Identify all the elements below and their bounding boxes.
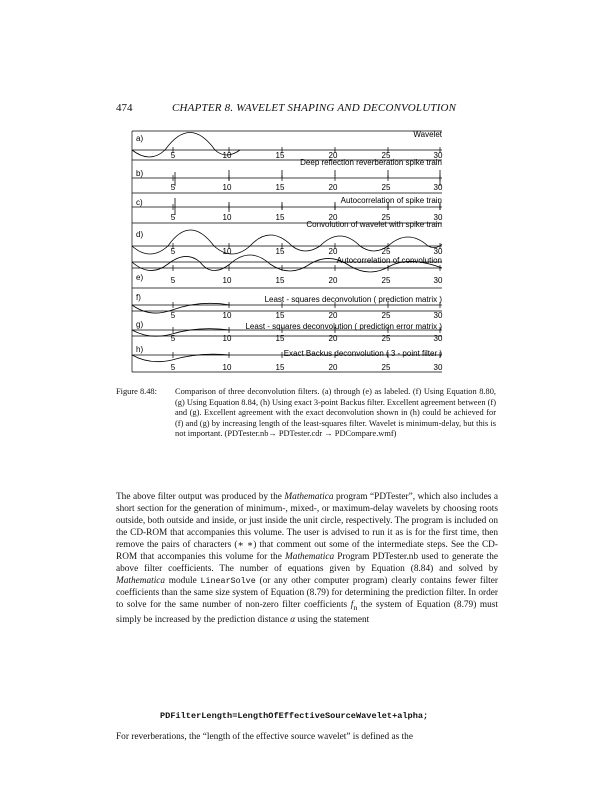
tick-label: 15 (275, 213, 285, 222)
trace-d-convolution (132, 230, 442, 254)
panel-title: Convolution of wavelet with spike train (306, 220, 442, 229)
tick-label: 15 (275, 363, 285, 372)
chapter-header: CHAPTER 8. WAVELET SHAPING AND DECONVOLUTION (172, 102, 457, 114)
tick-label: 5 (170, 213, 176, 222)
tick-label: 25 (381, 247, 391, 256)
panel-title: Wavelet (413, 130, 442, 139)
tick-label: 25 (381, 213, 391, 222)
tick-label: 20 (328, 363, 338, 372)
tick-label: 25 (381, 276, 391, 285)
tick-label: 5 (170, 151, 176, 160)
tick-label: 25 (381, 183, 391, 192)
tick-label: 20 (328, 276, 338, 285)
tick-label: 15 (275, 151, 285, 160)
tick-label: 30 (433, 183, 443, 192)
tick-label: 30 (433, 213, 443, 222)
page-number: 474 (116, 102, 133, 114)
tick-label: 10 (222, 213, 232, 222)
tick-label: 25 (381, 363, 391, 372)
caption-text: Comparison of three deconvolution filters. (a) through (e) as labeled. (f) Using Equation 8.80, (g) Using Equation 8.84, (h) Using exact 3-point Backus filter. Excellent agreement between (f) and (g). Excellent agreement with the exact deconvolution shown in (h) could be achieved for (f) and (g) by increasing length of the least-squares filter. Wavelet is minimum-delay, but this is not important. (PDTester.nb→ PDTester.cdr → PDCompare.wmf) (175, 387, 496, 439)
tick-label: 20 (328, 183, 338, 192)
figure-axes (132, 131, 442, 372)
panel-letter: b) (136, 169, 144, 178)
tick-label: 20 (328, 151, 338, 160)
panel-title: Exact Backus deconvolution ( 3 - point filter ) (283, 349, 442, 358)
tick-label: 30 (433, 311, 443, 320)
panel-letter: a) (136, 134, 144, 143)
panel-letter: e) (136, 273, 144, 282)
tick-label: 10 (222, 183, 232, 192)
tick-label: 30 (433, 151, 443, 160)
tick-label: 15 (275, 247, 285, 256)
tick-label: 10 (222, 363, 232, 372)
panel-title: Least - squares deconvolution ( prediction matrix ) (264, 295, 442, 304)
deconvolution-figure (0, 0, 612, 385)
panel-letter: d) (136, 230, 144, 239)
panel-title: Least - squares deconvolution ( prediction error matrix ) (245, 322, 442, 331)
panel-title: Autocorrelation of spike train (340, 196, 442, 205)
tick-label: 25 (381, 151, 391, 160)
figure-caption (116, 387, 496, 440)
tick-label: 15 (275, 311, 285, 320)
panel-letter: f) (136, 293, 141, 302)
tick-label: 30 (433, 363, 443, 372)
tick-label: 30 (433, 334, 443, 343)
tick-label: 20 (328, 213, 338, 222)
panel-title: Autocorrelation of convolution (336, 256, 442, 265)
tick-label: 30 (433, 247, 443, 256)
tick-label: 20 (328, 311, 338, 320)
code-statement: PDFilterLength=LengthOfEffectiveSourceWavelet+alpha; (160, 711, 429, 721)
tick-label: 5 (170, 363, 176, 372)
body-paragraph-2: For reverberations, the “length of the effective source wavelet” is defined as the (116, 732, 413, 742)
tick-label: 20 (328, 247, 338, 256)
panel-letter: g) (136, 320, 144, 329)
tick-label: 10 (222, 311, 232, 320)
caption-label: Figure 8.48: (116, 387, 157, 396)
tick-label: 5 (170, 247, 176, 256)
body-paragraph: The above filter output was produced by the Mathematica program “PDTester”, which also includes a short section for the generation of minimum-, mixed-, or maximum-delay wavelets by choosing roots outside, both outside and inside, or just inside the unit circle, respectively. The program is included on the CD-ROM that accompanies this volume. The user is advised to run it as is for the first time, then remove the pairs of characters (∗ ∗) that comment out some of the intermediate steps. See the CD-ROM that accompanies this volume for the Mathematica Program PDTester.nb used to generate the above filter coefficients. The number of equations given by Equation (8.84) and solved by Mathematica module LinearSolve (or any other computer program) clearly contains fewer filter coefficients than the same size system of Equation (8.79) for determining the prediction filter. In order to solve for the same number of non-zero filter coefficients $f_n$ the system of Equation (8.79) must simply be increased by the prediction distance α using the statement (116, 492, 498, 626)
panel-title: Deep reflection reverberation spike train (300, 158, 442, 167)
tick-label: 15 (275, 183, 285, 192)
tick-label: 20 (328, 334, 338, 343)
panel-letter: c) (136, 198, 143, 207)
tick-label: 10 (222, 276, 232, 285)
figure-spikes (175, 170, 440, 215)
tick-label: 5 (170, 311, 176, 320)
tick-label: 5 (170, 183, 176, 192)
tick-label: 30 (433, 276, 443, 285)
tick-label: 10 (222, 151, 232, 160)
tick-label: 5 (170, 276, 176, 285)
tick-label: 15 (275, 276, 285, 285)
tick-label: 5 (170, 334, 176, 343)
tick-label: 10 (222, 247, 232, 256)
tick-label: 15 (275, 334, 285, 343)
tick-label: 10 (222, 334, 232, 343)
tick-label: 25 (381, 311, 391, 320)
panel-letter: h) (136, 345, 144, 354)
tick-label: 25 (381, 334, 391, 343)
